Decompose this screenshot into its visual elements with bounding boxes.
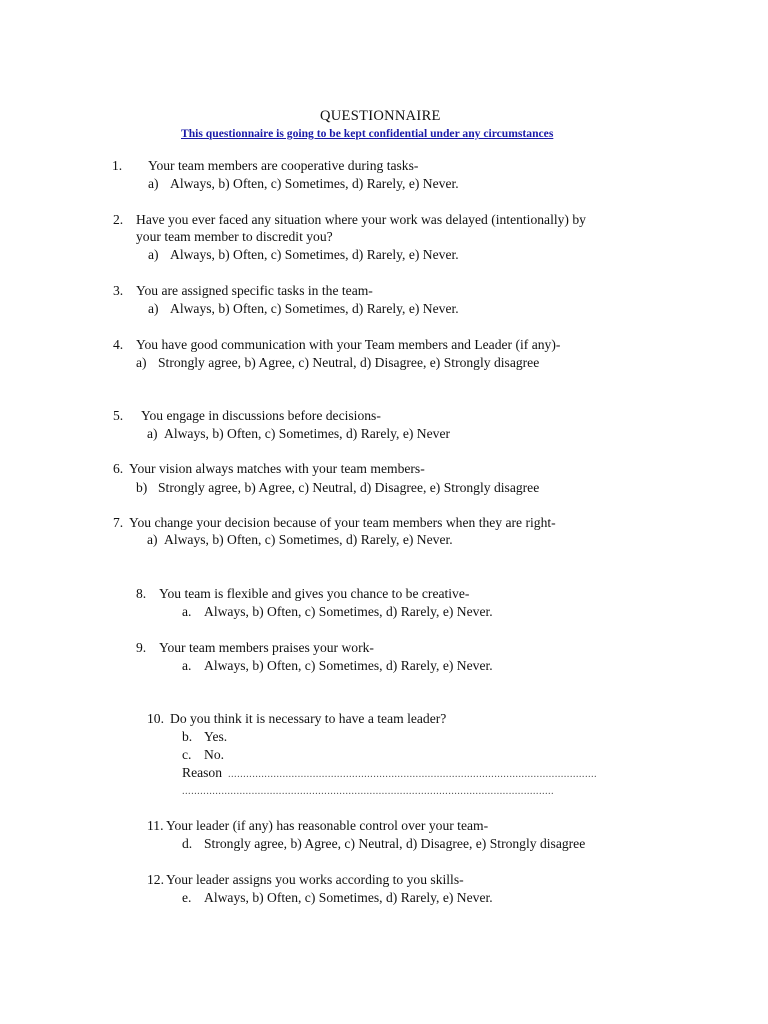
question-text: Your leader (if any) has reasonable control over your team- [166,818,489,833]
page-title: QUESTIONNAIRE [320,108,441,124]
option-marker: a) [148,247,159,262]
answer-options: Always, b) Often, c) Sometimes, d) Rarely, e) Never. [170,301,459,316]
reason-fill-line: .......................................................................................................................... [228,769,598,780]
option-marker: b) [136,480,148,495]
answer-options: Always, b) Often, c) Sometimes, d) Rarely, e) Never [164,426,451,441]
question-text: Your vision always matches with your team members- [129,461,425,476]
option-marker: a) [147,532,158,547]
question-text: You have good communication with your Team members and Leader (if any)- [136,337,561,352]
answer-options: Strongly agree, b) Agree, c) Neutral, d) Disagree, e) Strongly disagree [158,480,540,495]
answer-options: Always, b) Often, c) Sometimes, d) Rarely, e) Never. [170,176,459,191]
question-number: 7. [113,515,124,530]
option-marker: b. [182,729,193,744]
question-text: You team is flexible and gives you chance to be creative- [159,586,470,601]
question-number: 1. [112,158,123,173]
question-text: You engage in discussions before decisions- [141,408,381,423]
option-marker: a) [136,355,147,370]
option-marker: c. [182,747,192,762]
option-marker: a) [147,426,158,441]
question-number: 6. [113,461,124,476]
option-marker: a. [182,604,192,619]
question-text: Have you ever faced any situation where your work was delayed (intentionally) by [136,212,586,227]
confidentiality-notice: This questionnaire is going to be kept confidential under any circumstances [181,127,554,140]
question-number: 3. [113,283,124,298]
question-number: 4. [113,337,124,352]
answer-options: Always, b) Often, c) Sometimes, d) Rarely, e) Never. [204,658,493,673]
option-marker: a. [182,658,192,673]
answer-options: Always, b) Often, c) Sometimes, d) Rarely, e) Never. [204,890,493,905]
answer-option-no: No. [204,747,225,762]
answer-options: Strongly agree, b) Agree, c) Neutral, d) Disagree, e) Strongly disagree [158,355,540,370]
option-marker: a) [148,301,159,316]
question-text: Your leader assigns you works according to you skills- [166,872,464,887]
question-number: 5. [113,408,124,423]
question-number: 12. [147,872,164,887]
answer-options: Strongly agree, b) Agree, c) Neutral, d) Disagree, e) Strongly disagree [204,836,586,851]
option-marker: e. [182,890,192,905]
question-text: Do you think it is necessary to have a team leader? [170,711,447,726]
answer-options: Always, b) Often, c) Sometimes, d) Rarely, e) Never. [164,532,453,547]
reason-fill-line: ........................................................................................................................... [182,786,555,797]
question-number: 8. [136,586,147,601]
reason-label: Reason [182,765,223,780]
answer-option-yes: Yes. [204,729,228,744]
answer-options: Always, b) Often, c) Sometimes, d) Rarely, e) Never. [204,604,493,619]
question-text: Your team members praises your work- [159,640,374,655]
question-number: 11. [147,818,164,833]
question-number: 10. [147,711,164,726]
option-marker: d. [182,836,193,851]
question-number: 2. [113,212,124,227]
question-text: You are assigned specific tasks in the team- [136,283,373,298]
question-text: Your team members are cooperative during tasks- [148,158,419,173]
option-marker: a) [148,176,159,191]
question-text: You change your decision because of your team members when they are right- [129,515,556,530]
question-text-continued: your team member to discredit you? [136,229,333,244]
question-number: 9. [136,640,147,655]
answer-options: Always, b) Often, c) Sometimes, d) Rarely, e) Never. [170,247,459,262]
